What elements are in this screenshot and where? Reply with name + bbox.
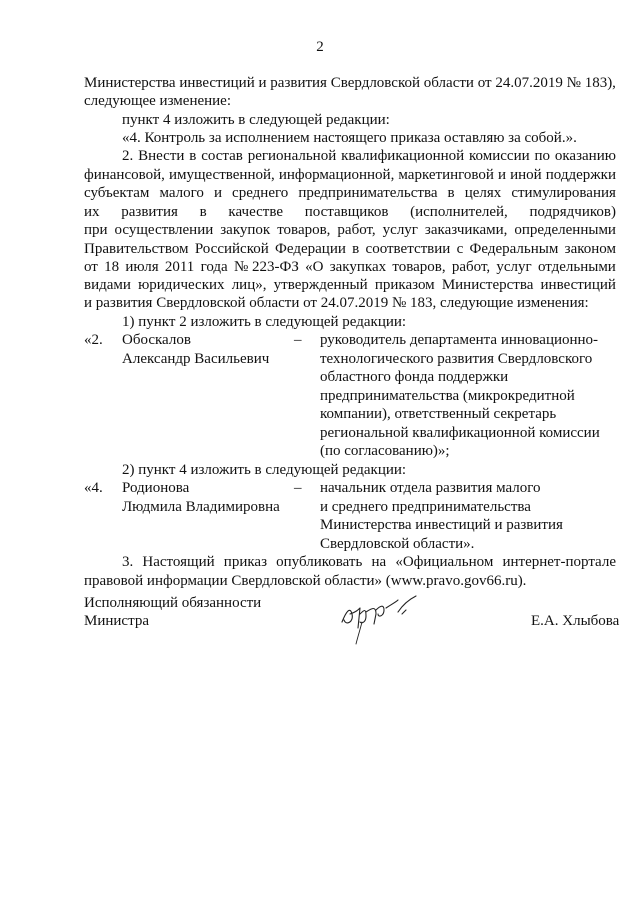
item2-line-5	[84, 221, 616, 239]
word: Федеральным	[469, 241, 559, 257]
word: комиссии	[469, 148, 530, 164]
word: в	[199, 204, 207, 220]
word: в	[447, 185, 455, 201]
word: определенными	[514, 222, 616, 238]
item2-line-8	[84, 276, 616, 294]
sub1-position-line: компании), ответственный секретарь	[320, 406, 557, 422]
word: маркетинговой	[398, 167, 494, 183]
item3-line-1	[122, 553, 616, 571]
word: инвестиций	[540, 277, 616, 293]
sub1-heading: 1) пункт 2 изложить в следующей редакции:	[122, 314, 407, 330]
handwritten-signature	[336, 592, 422, 646]
signoff-role-line-1: Исполняющий обязанности	[84, 595, 262, 611]
word: 3.	[122, 554, 134, 570]
word: лиц»,	[231, 277, 267, 293]
sub2-position-line: Министерства инвестиций и развития	[320, 517, 563, 533]
sub1-position-line: предпринимательства (микрокредитной	[320, 388, 575, 404]
word: малого	[159, 185, 204, 201]
word: «О	[305, 259, 324, 275]
word: утвержденный	[273, 277, 368, 293]
item3-line-2: правовой информации Свердловской области» (www.pravo.gov66.ru).	[84, 573, 527, 589]
word: «Официальном	[395, 554, 494, 570]
sub2-position-line: начальник отдела развития малого	[320, 480, 541, 496]
word: стимулирования	[511, 185, 616, 201]
word: Настоящий	[142, 554, 215, 570]
word: товаров,	[277, 222, 331, 238]
word: и	[498, 167, 507, 183]
word: и	[213, 185, 222, 201]
word: по	[534, 148, 551, 164]
sub2-position-line: и среднего предпринимательства	[320, 499, 531, 515]
item2-line-9: и развития Свердловской области от 24.07.2019 № 183, следующие изменения:	[84, 295, 589, 311]
signoff-name: Е.А. Хлыбова	[531, 613, 620, 629]
sub1-number: «2.	[84, 332, 103, 348]
word: №	[566, 75, 581, 91]
word: года	[200, 259, 228, 275]
sub2-number: «4.	[84, 480, 103, 496]
word: инвестиций	[179, 75, 255, 91]
word: от	[477, 75, 492, 91]
sub1-given-names: Александр Васильевич	[122, 351, 270, 367]
word: субъектам	[84, 185, 150, 201]
sub2-position-line: Свердловской области».	[320, 536, 475, 552]
word: закупок	[220, 222, 271, 238]
item2-line-1	[122, 147, 616, 165]
word: заказчиками,	[424, 222, 508, 238]
word: от	[84, 259, 98, 275]
word: 2011	[164, 259, 195, 275]
word: в	[189, 148, 197, 164]
word: 24.07.2019	[495, 75, 563, 91]
sub2-heading: 2) пункт 4 изложить в следующей редакции:	[122, 462, 407, 478]
intro-line-4: «4. Контроль за исполнением настоящего приказа оставляю за собой.».	[122, 130, 577, 146]
word: работ,	[451, 259, 491, 275]
word: поддержки	[545, 167, 616, 183]
word: целях	[464, 185, 502, 201]
word: (исполнителей,	[410, 204, 508, 220]
word: закупках	[329, 259, 387, 275]
word: оказанию	[554, 148, 616, 164]
word: № 223-ФЗ	[233, 259, 299, 275]
word: 18	[104, 259, 120, 275]
word: состав	[201, 148, 243, 164]
word: иной	[510, 167, 542, 183]
word: среднего	[232, 185, 289, 201]
word: развития	[121, 204, 178, 220]
word: Внести	[138, 148, 185, 164]
word: Федерации	[275, 241, 346, 257]
word: с	[456, 241, 464, 257]
word: области	[423, 75, 474, 91]
sub2-dash: –	[294, 480, 302, 496]
word: на	[371, 554, 387, 570]
page-number: 2	[316, 39, 324, 55]
word: работ,	[337, 222, 376, 238]
word: приказ	[223, 554, 267, 570]
item2-line-6	[84, 240, 616, 258]
word: опубликовать	[276, 554, 363, 570]
sub1-surname: Обоскалов	[122, 332, 191, 348]
word: развития	[270, 75, 327, 91]
word: Свердловской	[330, 75, 421, 91]
sub2-given-names: Людмила Владимировна	[122, 499, 280, 515]
intro-line-1	[84, 74, 616, 92]
word: предпринимательства	[298, 185, 438, 201]
item2-line-2	[84, 166, 616, 184]
sub1-position-line: руководитель департамента инновационно-	[320, 332, 599, 348]
sub2-surname: Родионова	[122, 480, 190, 496]
intro-line-2: следующее изменение:	[84, 93, 232, 109]
word: имущественной,	[168, 167, 275, 183]
word: осуществлении	[114, 222, 214, 238]
word: Российской	[194, 241, 269, 257]
word: соответствии	[365, 241, 451, 257]
word: Правительством	[84, 241, 189, 257]
word: квалификационной	[341, 148, 465, 164]
word: Министерства	[84, 75, 176, 91]
item2-line-4	[84, 203, 616, 221]
word: услуг	[496, 259, 532, 275]
word: 183),	[584, 75, 616, 91]
word: их	[84, 204, 100, 220]
sub1-dash: –	[294, 332, 302, 348]
sub1-position-line: региональной квалификационной комиссии	[320, 425, 600, 441]
sub1-position-line: областного фонда поддержки	[320, 369, 509, 385]
word: услуг	[382, 222, 418, 238]
word: поставщиков	[304, 204, 389, 220]
signoff-role-line-2: Министра	[84, 613, 149, 629]
word: качестве	[228, 204, 283, 220]
word: законом	[564, 241, 616, 257]
word: Министерства	[441, 277, 534, 293]
word: подрядчиков)	[529, 204, 616, 220]
word: июля	[125, 259, 159, 275]
word: финансовой,	[84, 167, 165, 183]
word: и	[258, 75, 267, 91]
word: приказом	[374, 277, 435, 293]
item2-line-3	[84, 184, 616, 202]
word: региональной	[247, 148, 337, 164]
word: в	[352, 241, 360, 257]
sub1-position-line: (по согласованию)»;	[320, 443, 450, 459]
word: информационной,	[278, 167, 395, 183]
word: товаров,	[392, 259, 446, 275]
word: интернет-портале	[502, 554, 616, 570]
intro-line-3: пункт 4 изложить в следующей редакции:	[122, 112, 390, 128]
item2-line-7	[84, 258, 616, 276]
word: видами	[84, 277, 131, 293]
sub1-position-line: технологического развития Свердловского	[320, 351, 593, 367]
word: отдельными	[537, 259, 616, 275]
word: 2.	[122, 148, 134, 164]
word: юридических	[138, 277, 225, 293]
word: при	[84, 222, 108, 238]
